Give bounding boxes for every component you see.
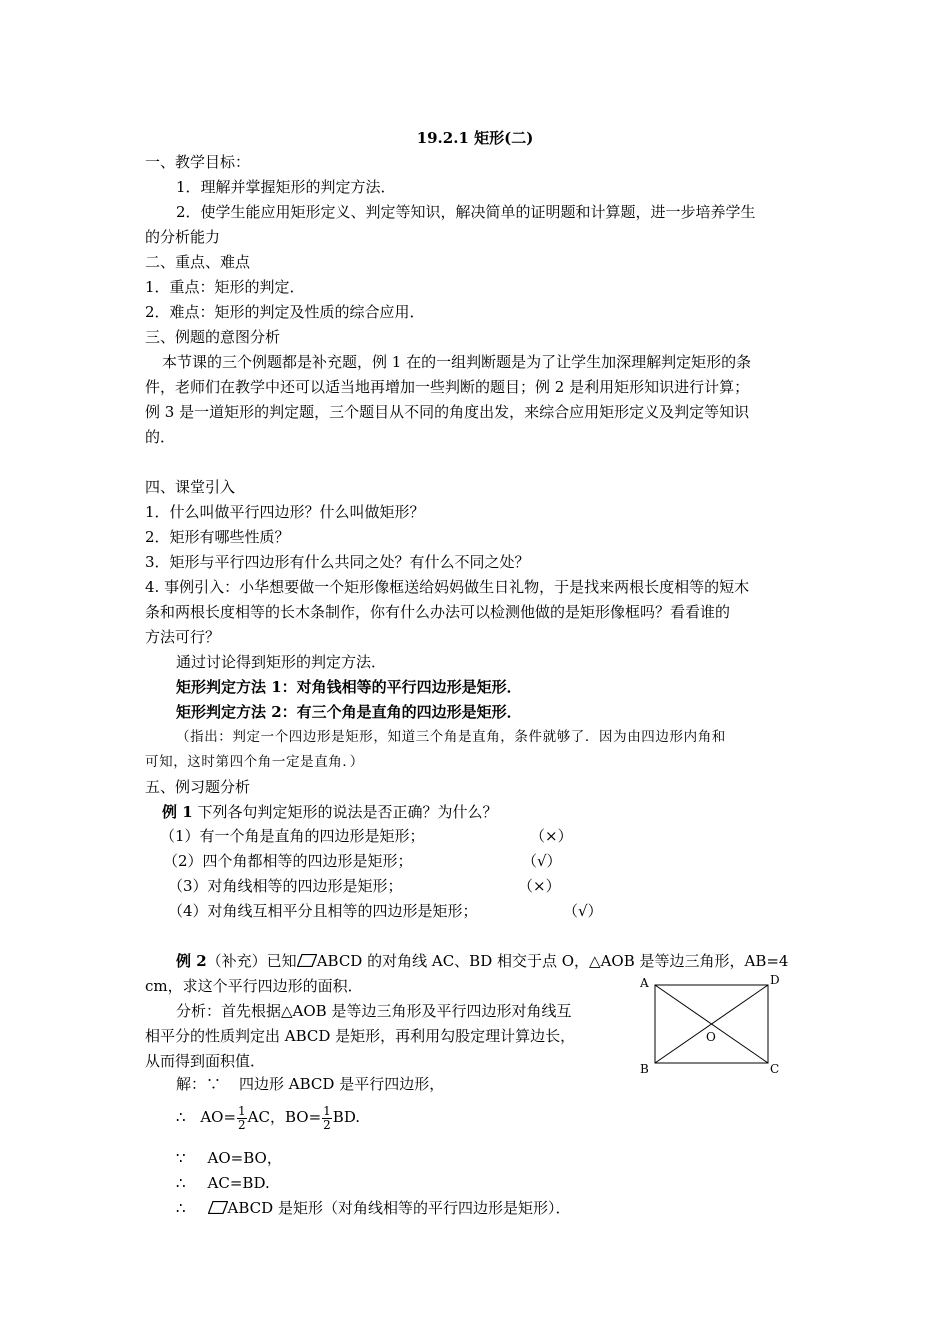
center-o-label: O (706, 1030, 716, 1044)
solution-start: 解：∵ (176, 1075, 222, 1093)
question-4-line-3: 方法可行？ (145, 628, 221, 646)
discussion-text: 通过讨论得到矩形的判定方法． (176, 653, 387, 671)
vertex-c-label: C (770, 1062, 780, 1076)
fraction-numerator: 1 (238, 1103, 246, 1118)
method-1: 矩形判定方法 1：对角钱相等的平行四边形是矩形． (176, 678, 522, 696)
solution-statement-1: 四边形 ABCD 是平行四边形， (239, 1075, 445, 1093)
therefore-symbol: ∴ (176, 1174, 186, 1192)
solution-statement-3: AO=BO， (207, 1149, 282, 1167)
note-line-1: （指出：判定一个四边形是矩形，知道三个角是直角，条件就够了．因为由四边形内角和 (176, 729, 726, 745)
key-point: 1．重点：矩形的判定． (145, 278, 305, 296)
judgement-item: （1）有一个角是直角的四边形是矩形； (160, 827, 425, 845)
parallelogram-icon (208, 1201, 228, 1214)
because-symbol: ∵ (176, 1149, 186, 1167)
goal-1: 1．理解并掌握矩形的判定方法． (176, 178, 396, 196)
rectangle-figure (635, 970, 785, 1080)
section-1-heading: 一、教学目标： (145, 153, 251, 171)
judgement-mark: （×） (518, 877, 561, 895)
therefore-symbol: ∴ (176, 1108, 186, 1126)
goal-2-line-1: 2．使学生能应用矩形定义、判定等知识，解决简单的证明题和计算题，进一步培养学生 (176, 203, 756, 221)
solution-line-4 (176, 1171, 270, 1195)
goal-2-line-2: 的分析能力 (145, 228, 221, 246)
ac-text: AC，BO= (247, 1108, 322, 1126)
vertex-a-label: A (640, 976, 649, 990)
section-3-heading: 三、例题的意图分析 (145, 328, 281, 346)
vertex-b-label: B (640, 1062, 649, 1076)
example-2-text-a: （补充）已知 (206, 952, 297, 970)
judgement-mark: （√） (563, 902, 603, 920)
fraction-denominator: 2 (323, 1117, 331, 1132)
section-4-heading: 四、课堂引入 (145, 478, 236, 496)
analysis-line-2: 相平分的性质判定出 ABCD 是矩形，再利用勾股定理计算边长， (145, 1027, 576, 1045)
question-3: 3．矩形与平行四边形有什么共同之处？有什么不同之处？ (145, 553, 530, 571)
solution-statement-4: AC=BD. (207, 1174, 270, 1192)
method-2: 矩形判定方法 2：有三个角是直角的四边形是矩形． (176, 703, 522, 721)
fraction-numerator: 1 (323, 1103, 331, 1118)
parallelogram-icon (297, 954, 317, 967)
bd-text: BD. (332, 1108, 361, 1126)
ao-text: AO= (200, 1108, 237, 1126)
note-line-2: 可知，这时第四个角一定是直角．） (145, 754, 364, 770)
judgement-item: （3）对角线相等的四边形是矩形； (168, 877, 403, 895)
example-2-label: 例 2 (176, 952, 207, 970)
intent-paragraph-line-4: 的． (145, 428, 176, 446)
example-1-question (162, 800, 497, 824)
judgement-mark: （×） (530, 827, 573, 845)
intent-paragraph-line-1: 本节课的三个例题都是补充题，例 1 在的一组判断题是为了让学生加深理解判定矩形的条 (162, 353, 752, 371)
example-1-label: 例 1 (162, 803, 193, 821)
question-4-line-1: 4. 事例引入：小华想要做一个矩形像框送给妈妈做生日礼物，于是找来两根长度相等的短木 (145, 578, 750, 596)
section-5-heading: 五、例习题分析 (145, 778, 251, 796)
example-2-line-2: cm，求这个平行四边形的面积． (145, 977, 363, 995)
section-2-heading: 二、重点、难点 (145, 253, 251, 271)
analysis-line-1: 分析：首先根据△AOB 是等边三角形及平行四边形对角线互 (176, 1002, 572, 1020)
judgement-item: （2）四个角都相等的四边形是矩形； (163, 852, 413, 870)
question-1: 1．什么叫做平行四边形？什么叫做矩形？ (145, 503, 425, 521)
example-1-text: 下列各句判定矩形的说法是否正确？为什么？ (192, 803, 498, 821)
intent-paragraph-line-3: 例 3 是一道矩形的判定题，三个题目从不同的角度出发，来综合应用矩形定义及判定等知识 (145, 403, 750, 421)
fraction-denominator: 2 (238, 1117, 246, 1132)
solution-line-3 (176, 1146, 282, 1170)
solution-line-5 (176, 1196, 570, 1220)
solution-line-2 (176, 1102, 360, 1132)
analysis-line-3: 从而得到面积值． (145, 1052, 266, 1070)
difficult-point: 2．难点：矩形的判定及性质的综合应用． (145, 303, 425, 321)
solution-line-1 (176, 1072, 444, 1096)
intent-paragraph-line-2: 件，老师们在教学中还可以适当地再增加一些判断的题目；例 2 是利用矩形知识进行计算； (145, 378, 750, 396)
judgement-mark: （√） (522, 852, 562, 870)
question-4-line-2: 条和两根长度相等的长木条制作，你有什么办法可以检测他做的是矩形像框吗？看看谁的 (145, 603, 731, 621)
question-2: 2．矩形有哪些性质？ (145, 528, 290, 546)
half-fraction (237, 1105, 247, 1132)
therefore-symbol: ∴ (176, 1199, 186, 1217)
half-fraction (322, 1105, 332, 1132)
example-2-text-b: ABCD 的对角线 AC、BD 相交于点 O，△AOB 是等边三角形，AB=4 (316, 952, 789, 970)
judgement-item: （4）对角线互相平分且相等的四边形是矩形； (168, 902, 478, 920)
solution-statement-5: ABCD 是矩形（对角线相等的平行四边形是矩形）． (227, 1199, 571, 1217)
vertex-d-label: D (770, 973, 780, 987)
page-title: 19.2.1 矩形(二) (416, 129, 534, 147)
